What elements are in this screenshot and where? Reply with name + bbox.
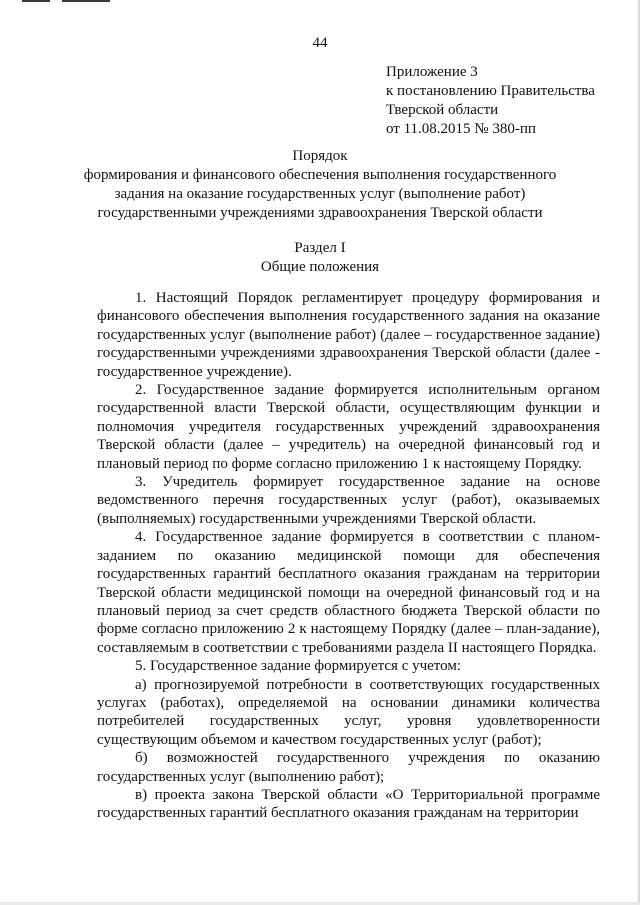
appendix-reference	[386, 63, 595, 139]
section-number: Раздел I	[294, 240, 346, 256]
title-line: формирования и финансового обеспечения выполнения государственного	[83, 167, 557, 183]
scan-artifact-mark	[22, 0, 50, 2]
title-line: Порядок	[292, 148, 348, 164]
paragraph: б) возможностей государственного учреждения по оказанию государственных услуг (выполнению работ);	[97, 750, 600, 785]
document-title	[80, 147, 560, 223]
section-name: Общие положения	[260, 259, 380, 275]
page-number: 44	[312, 35, 328, 51]
title-line: задания на оказание государственных услуг (выполнение работ)	[114, 186, 526, 202]
paragraph: 5. Государственное задание формируется с учетом:	[135, 658, 462, 675]
paragraph: 4. Государственное задание формируется в соответствии с планом-заданием по оказанию медицинской помощи для обеспечения государственных гарантий бесплатного оказания гражданам на территории Тверской области медицинской помощи на очередной финансовый год и на плановый период за счет средств областного бюджета Тверской области по форме согласно приложению 2 к настоящему Порядку (далее – план-задание), составляемым в соответствии с требованиями раздела II настоящего Порядка.	[97, 529, 600, 656]
paragraph: 1. Настоящий Порядок регламентирует процедуру формирования и финансового обеспечения выполнения государственного задания на оказание государственных услуг (выполнение работ) (далее – государственное задание) государственными учреждениями здравоохранения Тверской области (далее - государственное учреждение).	[97, 290, 600, 380]
appendix-line: Приложение 3	[386, 64, 478, 80]
paragraph: 3. Учредитель формирует государственное задание на основе ведомственного перечня государственных услуг (работ), оказываемых (выполняемых) государственными учреждениями Тверской области.	[97, 474, 600, 527]
scan-artifact-mark	[62, 0, 110, 2]
appendix-line: Тверской области	[386, 102, 499, 118]
paragraph: 2. Государственное задание формируется исполнительным органом государственной власти Тверской области, осуществляющим функции и полномочия учредителя государственных учреждений здравоохранения Тверской области (далее – учредитель) на очередной финансовый год и плановый период по форме согласно приложению 1 к настоящему Порядку.	[97, 382, 600, 472]
paragraph: в) проекта закона Тверской области «О Территориальной программе государственных гарантий бесплатного оказания гражданам на территории	[97, 786, 600, 822]
title-line: государственными учреждениями здравоохранения Тверской области	[97, 205, 543, 221]
appendix-line: от 11.08.2015 № 380-пп	[386, 121, 536, 137]
appendix-line: к постановлению Правительства	[386, 83, 595, 99]
paragraph: а) прогнозируемой потребности в соответствующих государственных услугах (работах), определяемой на основании динамики количества потребителей государственных услуг, уровня удовлетворенности существующим объемом и качеством государственных услуг (работ);	[97, 676, 600, 748]
document-body	[97, 289, 600, 823]
section-heading	[0, 239, 640, 277]
